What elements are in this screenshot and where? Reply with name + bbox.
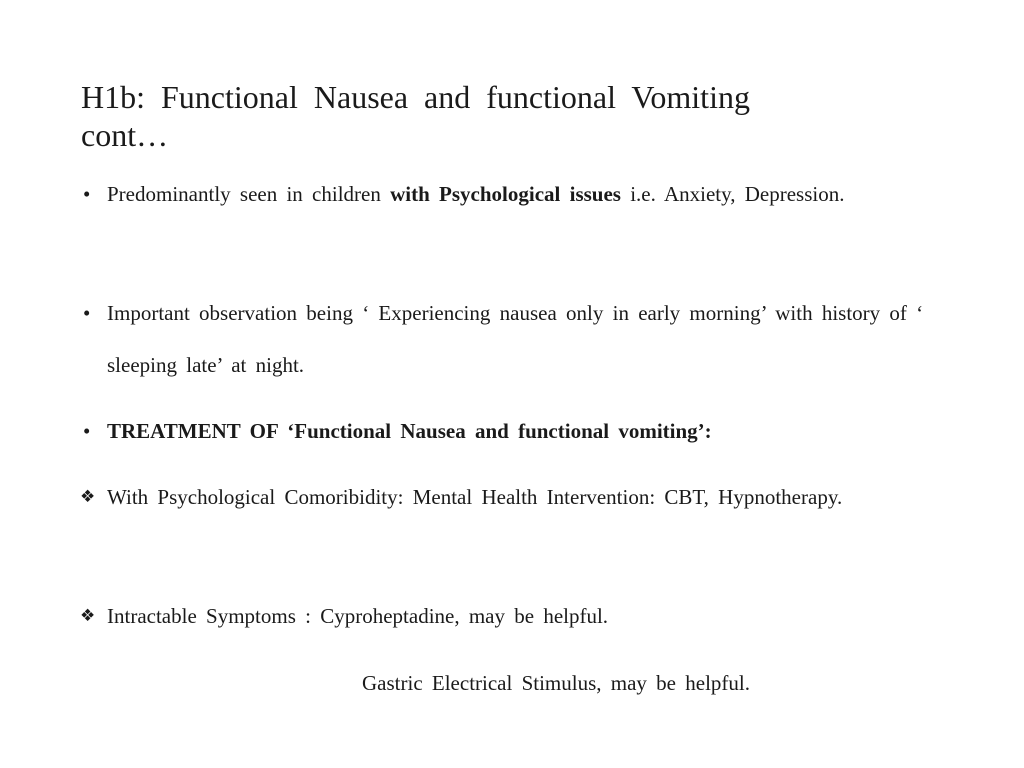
- bullet-text-treatment-heading: TREATMENT OF ‘Functional Nausea and functional vomiting’:: [107, 419, 712, 443]
- bullet-item: [80, 590, 940, 642]
- bullet-dot-icon: •: [83, 301, 91, 325]
- bullet-item: [80, 471, 940, 523]
- bullet-item: [80, 405, 940, 457]
- bullet-text: [107, 168, 940, 220]
- bullet-text: Intractable Symptoms : Cyproheptadine, may be helpful.: [107, 604, 609, 628]
- slide-title: H1b: Functional Nausea and functional Vomiting cont…: [81, 79, 750, 153]
- continuation-text: Gastric Electrical Stimulus, may be helpful.: [362, 671, 750, 695]
- bullet-text-part: Predominantly seen in children: [107, 182, 391, 206]
- diamond-bullet-icon: ❖: [80, 487, 96, 507]
- bullet-item: [80, 168, 940, 220]
- bullet-dot-icon: •: [83, 182, 91, 206]
- bullet-text-part: i.e. Anxiety, Depression.: [620, 182, 845, 206]
- bullet-item: [80, 287, 940, 391]
- bullet-text-emphasis: with Psychological issues: [390, 182, 621, 206]
- diamond-bullet-icon: ❖: [80, 606, 96, 626]
- bullet-text: With Psychological Comoribidity: Mental Health Intervention: CBT, Hypnotherapy.: [107, 485, 843, 509]
- bullet-text: Important observation being ‘ Experiencing nausea only in early morning’ with history of ‘ sleeping late’ at night.: [107, 301, 924, 377]
- bullet-dot-icon: •: [83, 419, 91, 443]
